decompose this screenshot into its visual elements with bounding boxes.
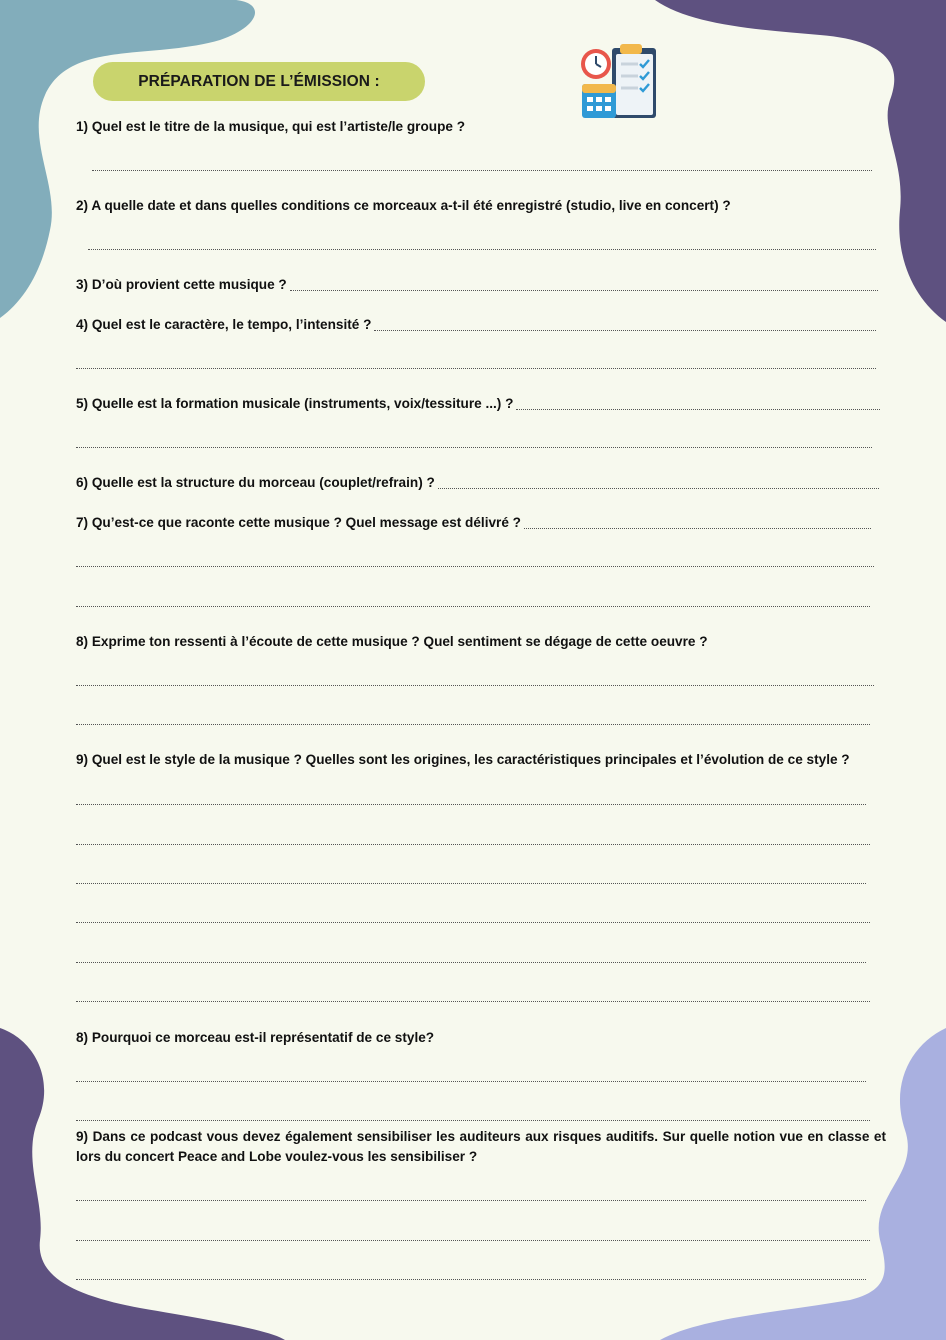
answer-line[interactable] [88, 249, 876, 250]
question-7: 7) Qu’est-ce que raconte cette musique ? Quel message est délivré ? [76, 513, 871, 533]
answer-line[interactable] [290, 289, 878, 291]
answer-line[interactable] [76, 1081, 866, 1082]
section-title: PRÉPARATION DE L’ÉMISSION : [138, 72, 380, 90]
answer-line[interactable] [76, 566, 874, 567]
answer-line[interactable] [76, 1200, 866, 1201]
answer-line[interactable] [76, 447, 872, 448]
answer-line[interactable] [438, 487, 879, 489]
question-5: 5) Quelle est la formation musicale (instruments, voix/tessiture ...) ? [76, 394, 880, 414]
answer-line[interactable] [76, 962, 866, 963]
question-4: 4) Quel est le caractère, le tempo, l’intensité ? [76, 315, 876, 335]
question-1: 1) Quel est le titre de la musique, qui est l’artiste/le groupe ? [76, 119, 466, 134]
answer-line[interactable] [76, 1279, 866, 1280]
question-6: 6) Quelle est la structure du morceau (couplet/refrain) ? [76, 473, 879, 493]
answer-line[interactable] [374, 329, 876, 331]
answer-line[interactable] [76, 724, 870, 725]
question-10: 8) Pourquoi ce morceau est-il représentatif de ce style? [76, 1030, 435, 1045]
answer-line[interactable] [76, 1240, 870, 1241]
answer-line[interactable] [524, 527, 871, 529]
question-2: 2) A quelle date et dans quelles conditions ce morceaux a-t-il été enregistré (studio, live en concert) ? [76, 198, 731, 213]
question-9: 9) Quel est le style de la musique ? Quelles sont les origines, les caractéristiques principales et l’évolution de ce style ? [76, 752, 850, 767]
answer-line[interactable] [92, 170, 872, 171]
answer-line[interactable] [76, 685, 874, 686]
question-8: 8) Exprime ton ressenti à l’écoute de cette musique ? Quel sentiment se dégage de cette oeuvre ? [76, 634, 708, 649]
answer-line[interactable] [76, 883, 866, 884]
answer-line[interactable] [76, 606, 870, 607]
answer-line[interactable] [76, 1001, 870, 1002]
answer-line[interactable] [76, 1120, 870, 1121]
answer-line[interactable] [516, 408, 880, 410]
answer-line[interactable] [76, 844, 870, 845]
question-3: 3) D’où provient cette musique ? [76, 275, 878, 295]
answer-line[interactable] [76, 368, 876, 369]
answer-line[interactable] [76, 922, 870, 923]
answer-line[interactable] [76, 804, 866, 805]
question-11: 9) Dans ce podcast vous devez également sensibiliser les auditeurs aux risques auditifs. Sur quelle notion vue en classe et lors du concert Peace and Lobe voulez-vous les sensibiliser ? [76, 1129, 886, 1164]
